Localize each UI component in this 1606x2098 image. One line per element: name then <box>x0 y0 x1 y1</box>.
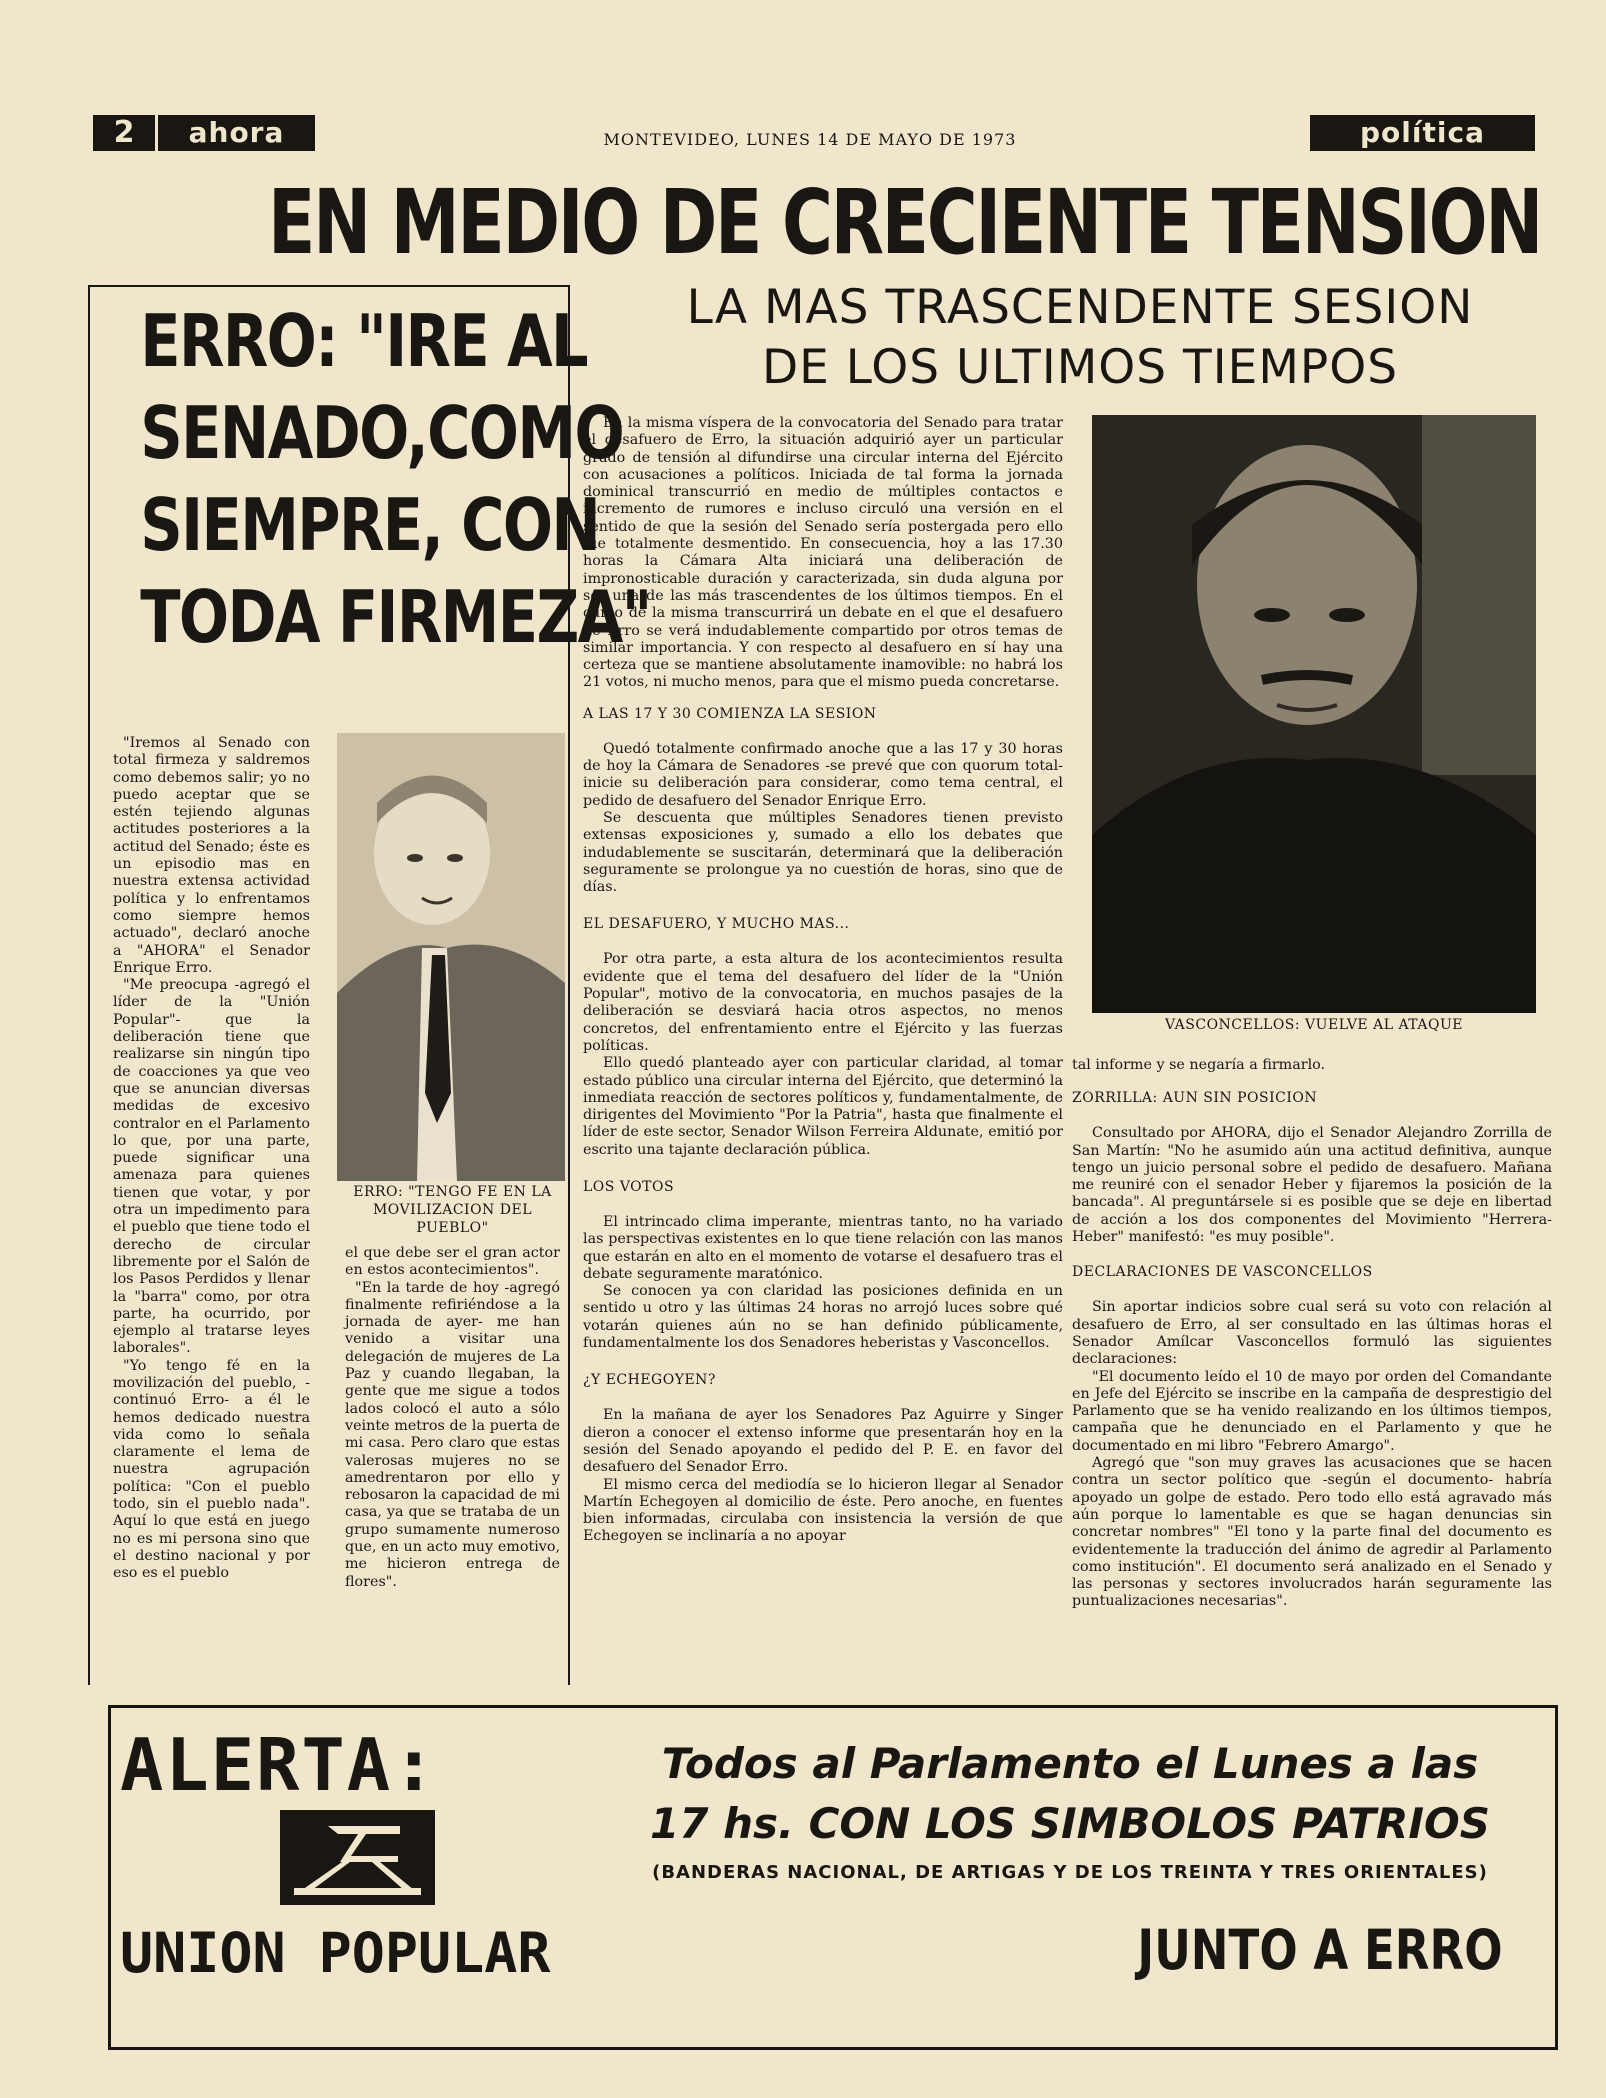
erro-headline-line: SIEMPRE, CON <box>140 483 600 567</box>
paragraph: Por otra parte, a esta altura de los acontecimientos resulta evidente que el tema del desafuero del líder de la "Unión Popular", motivo de la convocatoria, en muchos pasajes de la deliberación se desviará hacia otros aspectos, no menos concretos, del enfrentamiento entre el Ejército y las fuerzas políticas. <box>583 951 1063 1054</box>
paragraph: tal informe y se negaría a firmarlo. <box>1072 1057 1326 1073</box>
sub-headline <box>600 278 1560 398</box>
page-number: 2 <box>93 115 155 151</box>
section-title: A LAS 17 Y 30 COMIENZA LA SESION <box>583 705 877 722</box>
section-title: ZORRILLA: AUN SIN POSICION <box>1072 1090 1318 1107</box>
man-portrait-icon <box>1092 415 1536 1013</box>
paragraph: "Me preocupa -agregó el líder de la "Unión Popular"- que la deliberación tiene que realizarse sin ningún tipo de coacciones ya que veo que se anuncian diversas medidas de excesivo contralor en el Parlamento lo que, por una parte, puede significar una amenaza para quienes tienen que votar, y por otra un impedimento para el pueblo que tiene todo el derecho de circular libremente por el Salón de los Pasos Perdidos y llenar la "barra" como, por otra parte, ha ocurrido, por ejemplo al tratarse leyes laborales". <box>113 977 310 1357</box>
section-title: LOS VOTOS <box>583 1178 675 1195</box>
sub-headline-line: DE LOS ULTIMOS TIEMPOS <box>761 340 1399 395</box>
ad-banderas: (BANDERAS NACIONAL, DE ARTIGAS Y DE LOS TREINTA Y TRES ORIENTALES) <box>652 1862 1488 1883</box>
paper-name: ahora <box>158 115 315 151</box>
union-popular-logo <box>280 1810 435 1905</box>
paragraph: El mismo cerca del mediodía se lo hicieron llegar al Senador Martín Echegoyen al domicilio de éste. Pero anoche, en fuentes bien informadas, circulaba con insistencia la versión de que Echegoyen se inclinaría a no apoyar <box>583 1476 1063 1545</box>
paragraph: Agregó que "son muy graves las acusaciones que se hacen contra un sector político que -según el documento- habría apoyado un golpe de estado. Pero todo ello está agravado más aún porque lo lamentable es que se hagan denuncias sin concretar nombres" "El tono y la parte final del documento es evidentemente la traducción del ánimo de agredir al Parlamento como institución". El documento será analizado en el Senado y las personas y sectores involucrados harán seguramente las puntualizaciones necesarias". <box>1072 1455 1552 1610</box>
paragraph: El intrincado clima imperante, mientras tanto, no ha variado las perspectivas existentes en lo que tiene relación con las manos que estarán en alto en el momento de votarse el desafuero tras el debate seguramente maratónico. <box>583 1213 1063 1282</box>
erro-headline-line: SENADO,COMO <box>140 391 624 475</box>
paragraph: Se descuenta que múltiples Senadores tienen previsto extensas exposiciones y, sumado a ello los debates que indudablemente se suscitarán, determinará que la deliberación seguramente se prolongue ya no cuestión de horas, sino que de días. <box>583 809 1063 896</box>
paragraph: Sin aportar indicios sobre cual será su voto con relación al desafuero de Erro, al ser consultado en las últimas horas el Senador Amílcar Vasconcellos formuló las siguientes declaraciones: <box>1072 1299 1552 1368</box>
paragraph: Quedó totalmente confirmado anoche que a las 17 y 30 horas de hoy la Cámara de Senadores -se prevé que con quorum total- inicie su deliberación para considerar, como tema central, el pedido de desafuero del Senador Enrique Erro. <box>583 740 1063 809</box>
section-label: política <box>1310 115 1535 151</box>
intro-paragraph: En la misma víspera de la convocatoria del Senado para tratar el desafuero de Erro, la situación adquirió ayer un particular grado de tensión al difundirse una circular interna del Ejército con acusaciones a políticos. Iniciada de tal forma la jornada dominical transcurrió en medio de múltiples contactos e incremento de rumores e incluso circuló una versión en el sentido de que la sesión del Senado sería postergada pero ello fue totalmente desmentido. En consecuencia, hoy a las 17.30 horas la Cámara Alta iniciará una deliberación de impronosticable duración y caracterizada, sin duda alguna por ser una de las más trascendentes de los últimos tiempos. En el curso de la misma transcurrirá un debate en el que el desafuero de Erro se verá indudablemente compartido por otros temas de similar importancia. Y con respecto al desafuero en sí hay una certeza que se mantiene absolutamente inamovible: no habrá los 21 votos, ni mucho menos, para que el mismo pueda concretarse. <box>583 415 1063 691</box>
sub-headline-line: LA MAS TRASCENDENTE SESION <box>686 280 1474 335</box>
paragraph: "En la tarde de hoy -agregó finalmente refiriéndose a la jornada de ayer- me han venido a visitar una delegación de mujeres de La Paz y cuando llegaban, la gente que me sigue a todos lados colocó el auto a sólo veinte metros de la puerta de mi casa. Pero claro que estas valerosas mujeres no se amedrentaron por ello y rebosaron la capacidad de mi casa, ya que se trataba de un grupo sumamente numeroso que, en un acto muy emotivo, me hicieron entrega de flores". <box>345 1279 560 1590</box>
erro-column-b <box>345 1245 560 1591</box>
ad-line-2: 17 hs. CON LOS SIMBOLOS PATRIOS <box>650 1799 1490 1848</box>
union-popular-logo-icon <box>280 1810 435 1905</box>
erro-photo <box>337 733 565 1181</box>
paragraph: Se conocen ya con claridad las posiciones definida en un sentido u otro y las últimas 24 horas no arrojó luces sobre qué votarán quienes aún no se han definido públicamente, fundamentalmente los dos Senadores heberistas y Vasconcellos. <box>583 1283 1063 1352</box>
paragraph: "Iremos al Senado con total firmeza y saldremos como debemos salir; yo no puedo aceptar que se estén tejiendo algunas actitudes posteriores a la actitud del Senado; éste es un episodio mas en nuestra extensa actividad política y lo enfrentamos como siempre hemos actuado", declaró anoche a "AHORA" el Senador Enrique Erro. <box>113 735 310 976</box>
paragraph: "Yo tengo fé en la movilización del pueblo, -continuó Erro- a él le hemos dedicado nuestra vida como lo señala claramente el lema de nuestra agrupación política: "Con el pueblo todo, sin el pueblo nada". Aquí lo que está en juego no es mi persona sino que el destino nacional y por eso es el pueblo <box>113 1357 310 1582</box>
vasconcellos-photo-caption: VASCONCELLOS: VUELVE AL ATAQUE <box>1165 1017 1463 1033</box>
section-title: ¿Y ECHEGOYEN? <box>583 1372 716 1389</box>
ad-junto-a-erro: JUNTO A ERRO <box>1137 1918 1503 1982</box>
erro-column-a <box>113 735 310 1583</box>
section-title: DECLARACIONES DE VASCONCELLOS <box>1072 1264 1373 1281</box>
dateline: MONTEVIDEO, LUNES 14 DE MAYO DE 1973 <box>603 130 1017 149</box>
right-column <box>1072 1057 1552 1611</box>
man-portrait-icon <box>337 733 565 1181</box>
erro-headline <box>98 295 651 663</box>
erro-headline-line: TODA FIRMEZA" <box>140 575 651 659</box>
ad-alerta: ALERTA: <box>120 1723 438 1807</box>
erro-headline-line: ERRO: "IRE AL <box>140 299 587 383</box>
paragraph: Ello quedó planteado ayer con particular claridad, al tomar estado público una circular interna del Ejército, que determinó la inmediata reacción de sectores políticos y, fundamentalmente, de dirigentes del Movimiento "Por la Patria", hasta que finalmente el líder de este sector, Senador Wilson Ferreira Aldunate, emitió por escrito una tajante declaración pública. <box>583 1055 1063 1158</box>
paragraph: "El documento leído el 10 de mayo por orden del Comandante en Jefe del Ejército se inscribe en la campaña de desprestigio del Parlamento que se ha venido realizando en los últimos tiempos, campaña que he denunciado en el Parlamento y que he documentado en mi libro "Febrero Amargo". <box>1072 1368 1552 1454</box>
ad-union-popular: UNION POPULAR <box>120 1921 551 1985</box>
erro-photo-caption: ERRO: "TENGO FE EN LA MOVILIZACION DEL PUEBLO" <box>353 1184 552 1236</box>
paragraph: el que debe ser el gran actor en estos acontecimientos". <box>345 1245 560 1279</box>
ad-line-1: Todos al Parlamento el Lunes a las <box>661 1739 1479 1788</box>
paragraph: Consultado por AHORA, dijo el Senador Alejandro Zorrilla de San Martín: "No he asumido aún una actitud definitiva, aunque tengo un juicio personal sobre el pedido de desafuero. Mañana me reuniré con el senador Heber y fijaremos la posición de la bancada". Al preguntársele si es posible que se deje en libertad de acción a los dos componentes del Movimiento "Herrera-Heber" manifestó: "es muy posible". <box>1072 1125 1552 1246</box>
section-title: EL DESAFUERO, Y MUCHO MAS... <box>583 916 850 933</box>
center-column <box>583 415 1063 1546</box>
main-headline: EN MEDIO DE CRECIENTE TENSION <box>268 170 1542 274</box>
paragraph: En la mañana de ayer los Senadores Paz Aguirre y Singer dieron a conocer el extenso informe que presentarán hoy en la sesión del Senado apoyando el pedido del P. E. en favor del desafuero del Senador Erro. <box>583 1407 1063 1476</box>
vasconcellos-photo <box>1092 415 1536 1013</box>
